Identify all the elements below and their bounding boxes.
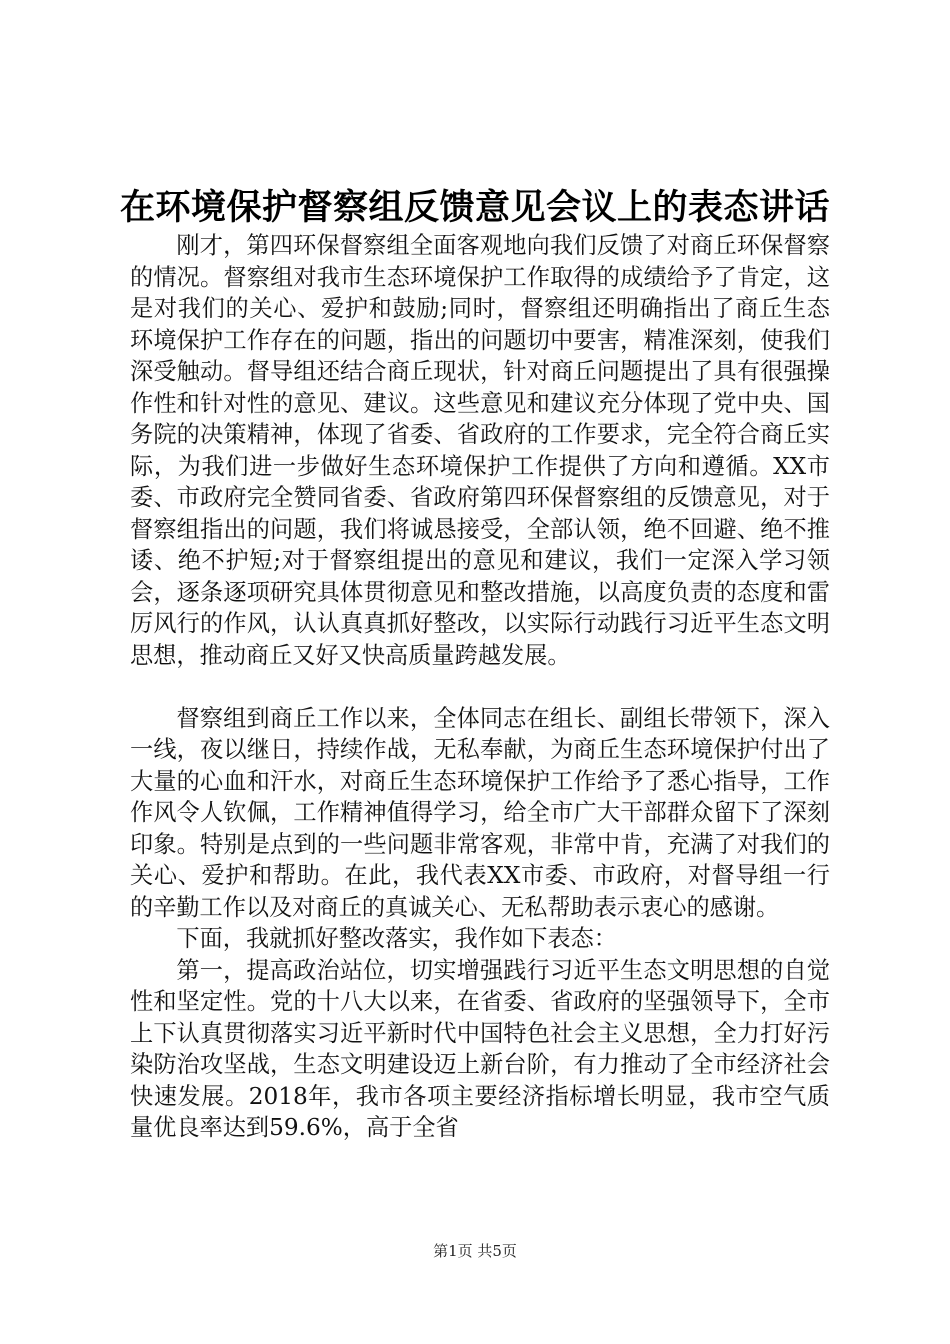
paragraph: 督察组到商丘工作以来，全体同志在组长、副组长带领下，深入一线，夜以继日，持续作战，无私奉献，为商丘生态环境保护付出了大量的心血和汗水，对商丘生态环境保护工作给予了悉心指导，工作作风令人钦佩，工作精神值得学习，给全市广大干部群众留下了深刻印象。特别是点到的一些问题非常客观，非常中肯，充满了对我们的关心、爱护和帮助。在此，我代表XX市委、市政府，对督导组一行的辛勤工作以及对商丘的真诚关心、无私帮助表示衷心的感谢。: [130, 704, 830, 921]
paragraph: 刚才，第四环保督察组全面客观地向我们反馈了对商丘环保督察的情况。督察组对我市生态环境保护工作取得的成绩给予了肯定，这是对我们的关心、爱护和鼓励;同时，督察组还明确指出了商丘生态环境保护工作存在的问题，指出的问题切中要害，精准深刻，使我们深受触动。督导组还结合商丘现状，针对商丘问题提出了具有很强操作性和针对性的意见、建议。这些意见和建议充分体现了党中央、国务院的决策精神，体现了省委、省政府的工作要求，完全符合商丘实际，为我们进一步做好生态环境保护工作提供了方向和遵循。XX市委、市政府完全赞同省委、省政府第四环保督察组的反馈意见，对于督察组指出的问题，我们将诚恳接受，全部认领，绝不回避、绝不推诿、绝不护短;对于督察组提出的意见和建议，我们一定深入学习领会，逐条逐项研究具体贯彻意见和整改措施，以高度负责的态度和雷厉风行的作风，认认真真抓好整改，以实际行动践行习近平生态文明思想，推动商丘又好又快高质量跨越发展。: [130, 232, 830, 669]
document-title: 在环境保护督察组反馈意见会议上的表态讲话: [119, 188, 830, 228]
page-footer: 第1页 共5页: [433, 1242, 517, 1260]
paragraph: 第一，提高政治站位，切实增强践行习近平生态文明思想的自觉性和坚定性。党的十八大以来，在省委、省政府的坚强领导下，全市上下认真贯彻落实习近平新时代中国特色社会主义思想，全力打好污染防治攻坚战，生态文明建设迈上新台阶，有力推动了全市经济社会快速发展。2018年，我市各项主要经济指标增长明显，我市空气质量优良率达到59.6%，高于全省: [130, 956, 830, 1141]
paragraph: 下面，我就抓好整改落实，我作如下表态：: [176, 925, 617, 952]
document-body: [130, 230, 830, 1144]
